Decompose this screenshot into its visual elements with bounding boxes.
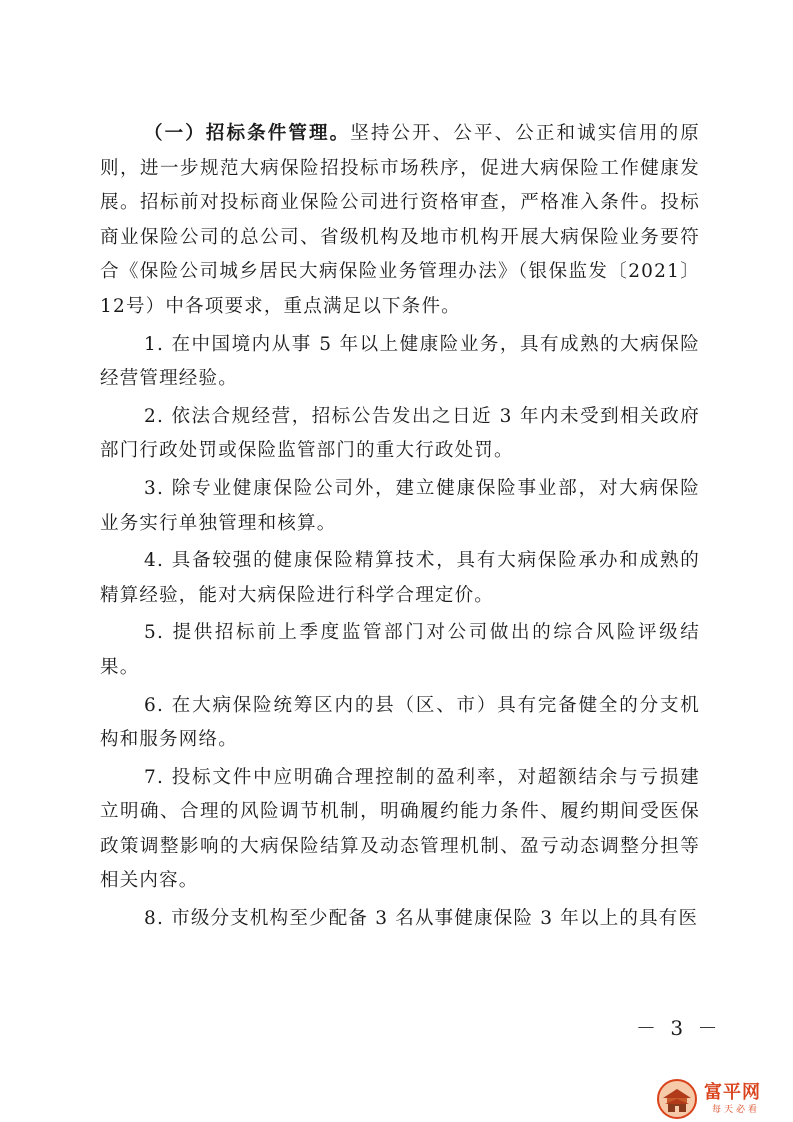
watermark (654, 1078, 778, 1118)
watermark-title: 富平网 (704, 1082, 761, 1103)
list-item: 3. 除专业健康保险公司外，建立健康保险事业部，对大病保险业务实行单独管理和核算。 (100, 477, 700, 534)
list-item: 6. 在大病保险统筹区内的县（区、市）具有完备健全的分支机构和服务网络。 (100, 694, 700, 751)
list-item: 1. 在中国境内从事 5 年以上健康险业务，具有成熟的大病保险经营管理经验。 (100, 333, 700, 390)
watermark-slogan: 每天必看 (712, 1105, 761, 1115)
page-number: － 3 － (636, 1016, 722, 1040)
intro-paragraph (100, 117, 700, 325)
list-item: 7. 投标文件中应明确合理控制的盈利率，对超额结余与亏损建立明确、合理的风险调节机制，明确履约能力条件、履约期间受医保政策调整影响的大病保险结算及动态管理机制、盈亏动态调整分担等相关内容。 (100, 766, 700, 892)
list-item: 4. 具备较强的健康保险精算技术，具有大病保险承办和成熟的精算经验，能对大病保险进行科学合理定价。 (100, 550, 700, 606)
list-item: 5. 提供招标前上季度监管部门对公司做出的综合风险评级结果。 (100, 622, 700, 678)
pagoda-logo-icon (654, 1078, 700, 1120)
list-item: 8. 市级分支机构至少配备 3 名从事健康保险 3 年以上的具有医 (144, 908, 699, 930)
intro-text: 坚持公开、公平、公正和诚实信用的原则，进一步规范大病保险招投标市场秩序，促进大病保险工作健康发展。招标前对投标商业保险公司进行资格审查，严格准入条件。投标商业保险公司的总公司、省级机构及地市机构开展大病保险业务要符合《保险公司城乡居民大病保险业务管理办法》（银保监发〔2021〕12号）中各项要求，重点满足以下条件。 (100, 123, 700, 317)
list-item: 2. 依法合规经营，招标公告发出之日近 3 年内未受到相关政府部门行政处罚或保险监管部门的重大行政处罚。 (100, 405, 700, 462)
document-body (100, 117, 700, 940)
section-heading: （一）招标条件管理。 (144, 123, 351, 144)
